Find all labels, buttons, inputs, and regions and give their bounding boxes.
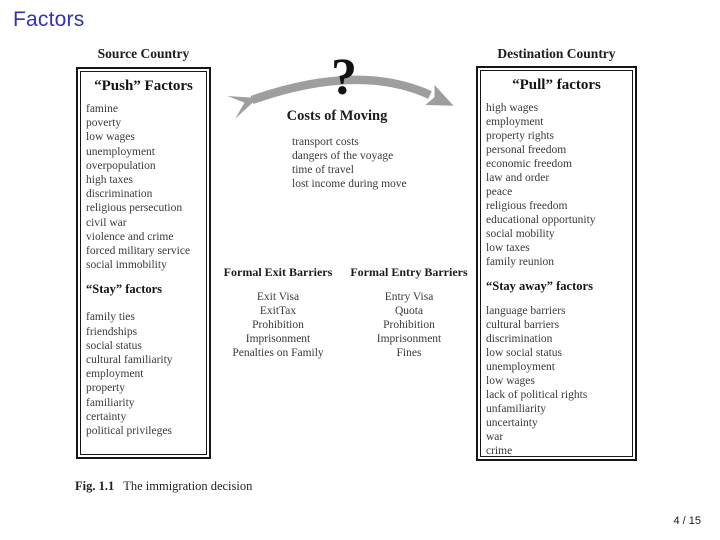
list-item: Prohibition — [383, 319, 435, 331]
list-item: employment — [86, 368, 144, 381]
list-item: Quota — [394, 305, 424, 317]
push-factors-title: “Push” Factors — [94, 78, 193, 94]
figure-caption-label: Fig. 1.1 — [75, 479, 115, 493]
list-item: high taxes — [86, 174, 133, 187]
list-item: law and order — [486, 172, 550, 184]
list-item: dangers of the voyage — [292, 150, 394, 162]
question-mark: ? — [331, 49, 357, 106]
stay-away-factors-list — [486, 304, 627, 458]
list-item: Imprisonment — [376, 333, 442, 345]
page-number: 4 / 15 — [673, 515, 701, 527]
list-item: lack of political rights — [486, 389, 588, 401]
list-item: unemployment — [486, 361, 555, 373]
source-country-heading: Source Country — [97, 46, 190, 61]
list-item: social mobility — [486, 228, 555, 240]
list-item: familiarity — [86, 396, 135, 409]
slide-title: Factors — [13, 8, 85, 31]
list-item: educational opportunity — [486, 214, 596, 226]
list-item: poverty — [86, 117, 122, 130]
pull-factors-box — [476, 66, 637, 461]
list-item: family reunion — [486, 256, 555, 268]
list-item: economic freedom — [486, 158, 572, 170]
list-item: overpopulation — [86, 159, 156, 172]
destination-country-heading: Destination Country — [497, 46, 616, 61]
costs-of-moving-heading: Costs of Moving — [286, 108, 388, 124]
list-item: crime — [486, 445, 513, 457]
list-item: unemployment — [86, 145, 155, 158]
list-item: famine — [86, 103, 118, 115]
list-item: discrimination — [86, 188, 153, 201]
list-item: civil war — [86, 216, 127, 229]
list-item: property — [86, 382, 125, 395]
list-item: employment — [486, 116, 544, 128]
list-item: family ties — [86, 311, 135, 324]
list-item: religious freedom — [486, 200, 568, 212]
list-item: social immobility — [86, 259, 167, 272]
pull-factors-list — [486, 101, 627, 269]
entry-barriers-list — [349, 290, 469, 360]
list-item: Penalties on Family — [232, 347, 324, 359]
list-item: low social status — [486, 347, 563, 359]
list-item: property rights — [486, 130, 555, 142]
list-item: war — [486, 431, 504, 443]
list-item: religious persecution — [86, 202, 183, 215]
list-item: unfamiliarity — [486, 403, 547, 415]
stay-factors-list — [86, 310, 201, 438]
list-item: time of travel — [292, 164, 354, 176]
list-item: Entry Visa — [384, 291, 434, 303]
figure-caption-text: The immigration decision — [123, 479, 253, 493]
costs-of-moving-list — [292, 135, 407, 191]
exit-barriers-list — [218, 290, 338, 360]
list-item: cultural familiarity — [86, 354, 173, 367]
list-item: high wages — [486, 102, 539, 114]
list-item: low taxes — [486, 242, 530, 254]
list-item: cultural barriers — [486, 319, 560, 331]
entry-barriers-heading: Formal Entry Barriers — [350, 265, 468, 279]
list-item: political privileges — [86, 425, 172, 438]
list-item: language barriers — [486, 305, 566, 317]
list-item: violence and crime — [86, 230, 174, 243]
list-item: personal freedom — [486, 144, 567, 156]
stay-away-factors-title: “Stay away” factors — [486, 279, 593, 293]
arrow-fletching — [227, 96, 257, 119]
list-item: forced military service — [86, 245, 191, 258]
list-item: peace — [486, 186, 513, 198]
list-item: friendships — [86, 325, 138, 338]
stay-factors-title: “Stay” factors — [86, 282, 163, 297]
list-item: Prohibition — [252, 319, 304, 331]
list-item: social status — [86, 339, 142, 352]
push-factors-list — [86, 102, 201, 272]
exit-barriers-heading: Formal Exit Barriers — [223, 265, 333, 279]
pull-factors-title: “Pull” factors — [512, 77, 601, 93]
figure-caption — [75, 479, 252, 494]
list-item: low wages — [486, 375, 535, 387]
list-item: Imprisonment — [245, 333, 311, 345]
list-item: transport costs — [292, 136, 359, 148]
list-item: lost income during move — [292, 178, 407, 190]
list-item: discrimination — [486, 333, 553, 345]
list-item: certainty — [86, 410, 127, 423]
list-item: ExitTax — [259, 305, 297, 317]
push-factors-box — [76, 67, 211, 459]
list-item: Exit Visa — [256, 291, 300, 303]
list-item: Fines — [396, 347, 422, 359]
list-item: low wages — [86, 131, 135, 144]
list-item: uncertainty — [486, 417, 538, 429]
